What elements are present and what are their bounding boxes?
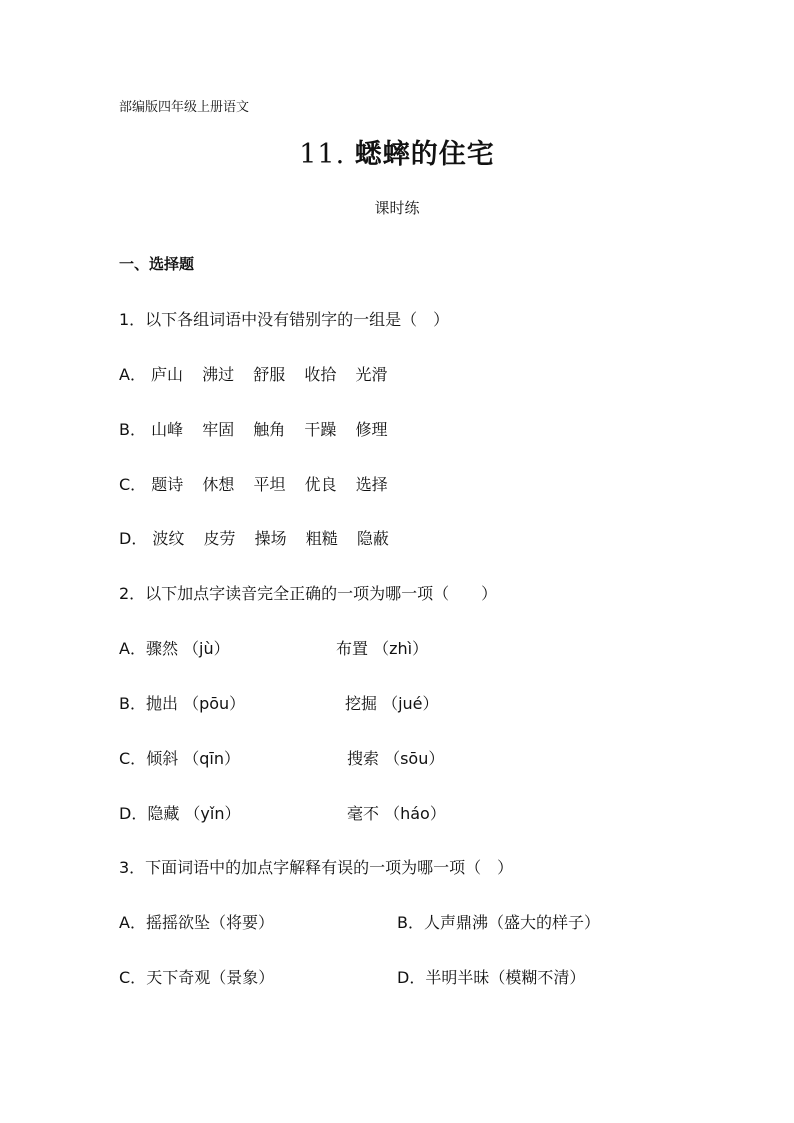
option-label: D． (397, 968, 426, 987)
option-word: 庐山 (151, 365, 184, 384)
option-word: 粗糙 (305, 529, 338, 548)
question-1-option-b (119, 422, 402, 438)
option-label: B． (119, 420, 146, 439)
option-word: 山峰 (151, 420, 184, 439)
option-text: 天下奇观（景象） (146, 968, 275, 987)
question-3-option-b (397, 915, 600, 931)
option-label: A． (119, 639, 146, 658)
question-1-option-a (119, 367, 402, 383)
question-2-option-a-second: 布置 （zhì） (336, 639, 429, 658)
option-word: 操场 (254, 529, 287, 548)
question-3-option-d (397, 970, 585, 986)
option-text: 半明半昧（模糊不清） (425, 968, 586, 987)
option-first: 隐藏 （yǐn） (147, 804, 241, 823)
question-2-option-b-second: 挖掘 （jué） (345, 694, 439, 713)
option-text: 人声鼎沸（盛大的样子） (423, 913, 600, 932)
option-word: 舒服 (253, 365, 286, 384)
option-label: D． (119, 529, 148, 548)
option-label: C． (119, 475, 147, 494)
option-word: 收拾 (304, 365, 337, 384)
option-first: 抛出 （pōu） (145, 694, 246, 713)
section-heading: 一、选择题 (119, 255, 195, 273)
question-3-option-a (119, 915, 274, 931)
option-word: 皮劳 (203, 529, 236, 548)
question-2-option-c-second: 搜索 （sōu） (347, 749, 445, 768)
question-2-option-c (119, 751, 240, 767)
question-2-option-d-second: 毫不 （háo） (347, 804, 446, 823)
question-1-option-c (119, 477, 402, 493)
question-3-option-c (119, 970, 274, 986)
option-first: 倾斜 （qīn） (146, 749, 241, 768)
question-1-option-d (119, 531, 403, 547)
lesson-number: 11. (299, 139, 346, 170)
question-2-stem: 2．以下加点字读音完全正确的一项为哪一项（ ） (119, 584, 498, 603)
option-label: C． (119, 968, 147, 987)
question-3-stem: 3．下面词语中的加点字解释有误的一项为哪一项（ ） (119, 858, 514, 877)
textbook-label: 部编版四年级上册语文 (119, 100, 250, 115)
option-word: 题诗 (151, 475, 184, 494)
question-1-stem: 1．以下各组词语中没有错别字的一组是（ ） (119, 310, 450, 329)
option-word: 修理 (355, 420, 388, 439)
option-label: B． (397, 913, 424, 932)
question-2-option-d (119, 806, 240, 822)
lesson-title (0, 141, 794, 168)
option-word: 平坦 (253, 475, 286, 494)
option-word: 牢固 (202, 420, 235, 439)
option-word: 触角 (253, 420, 286, 439)
question-2-option-a (119, 641, 230, 657)
lesson-subtitle: 课时练 (374, 199, 420, 217)
option-label: D． (119, 804, 148, 823)
option-first: 骤然 （jù） (145, 639, 230, 658)
option-label: A． (119, 913, 146, 932)
option-label: C． (119, 749, 147, 768)
option-text: 摇摇欲坠（将要） (145, 913, 274, 932)
option-label: B． (119, 694, 146, 713)
option-word: 隐蔽 (356, 529, 389, 548)
option-label: A． (119, 365, 146, 384)
option-word: 光滑 (355, 365, 388, 384)
option-word: 选择 (355, 475, 388, 494)
option-word: 干躁 (304, 420, 337, 439)
lesson-name: 蟋蟀的住宅 (354, 139, 495, 170)
option-word: 休想 (202, 475, 235, 494)
option-word: 沸过 (202, 365, 235, 384)
option-word: 优良 (304, 475, 337, 494)
question-2-option-b (119, 696, 245, 712)
option-word: 波纹 (152, 529, 185, 548)
